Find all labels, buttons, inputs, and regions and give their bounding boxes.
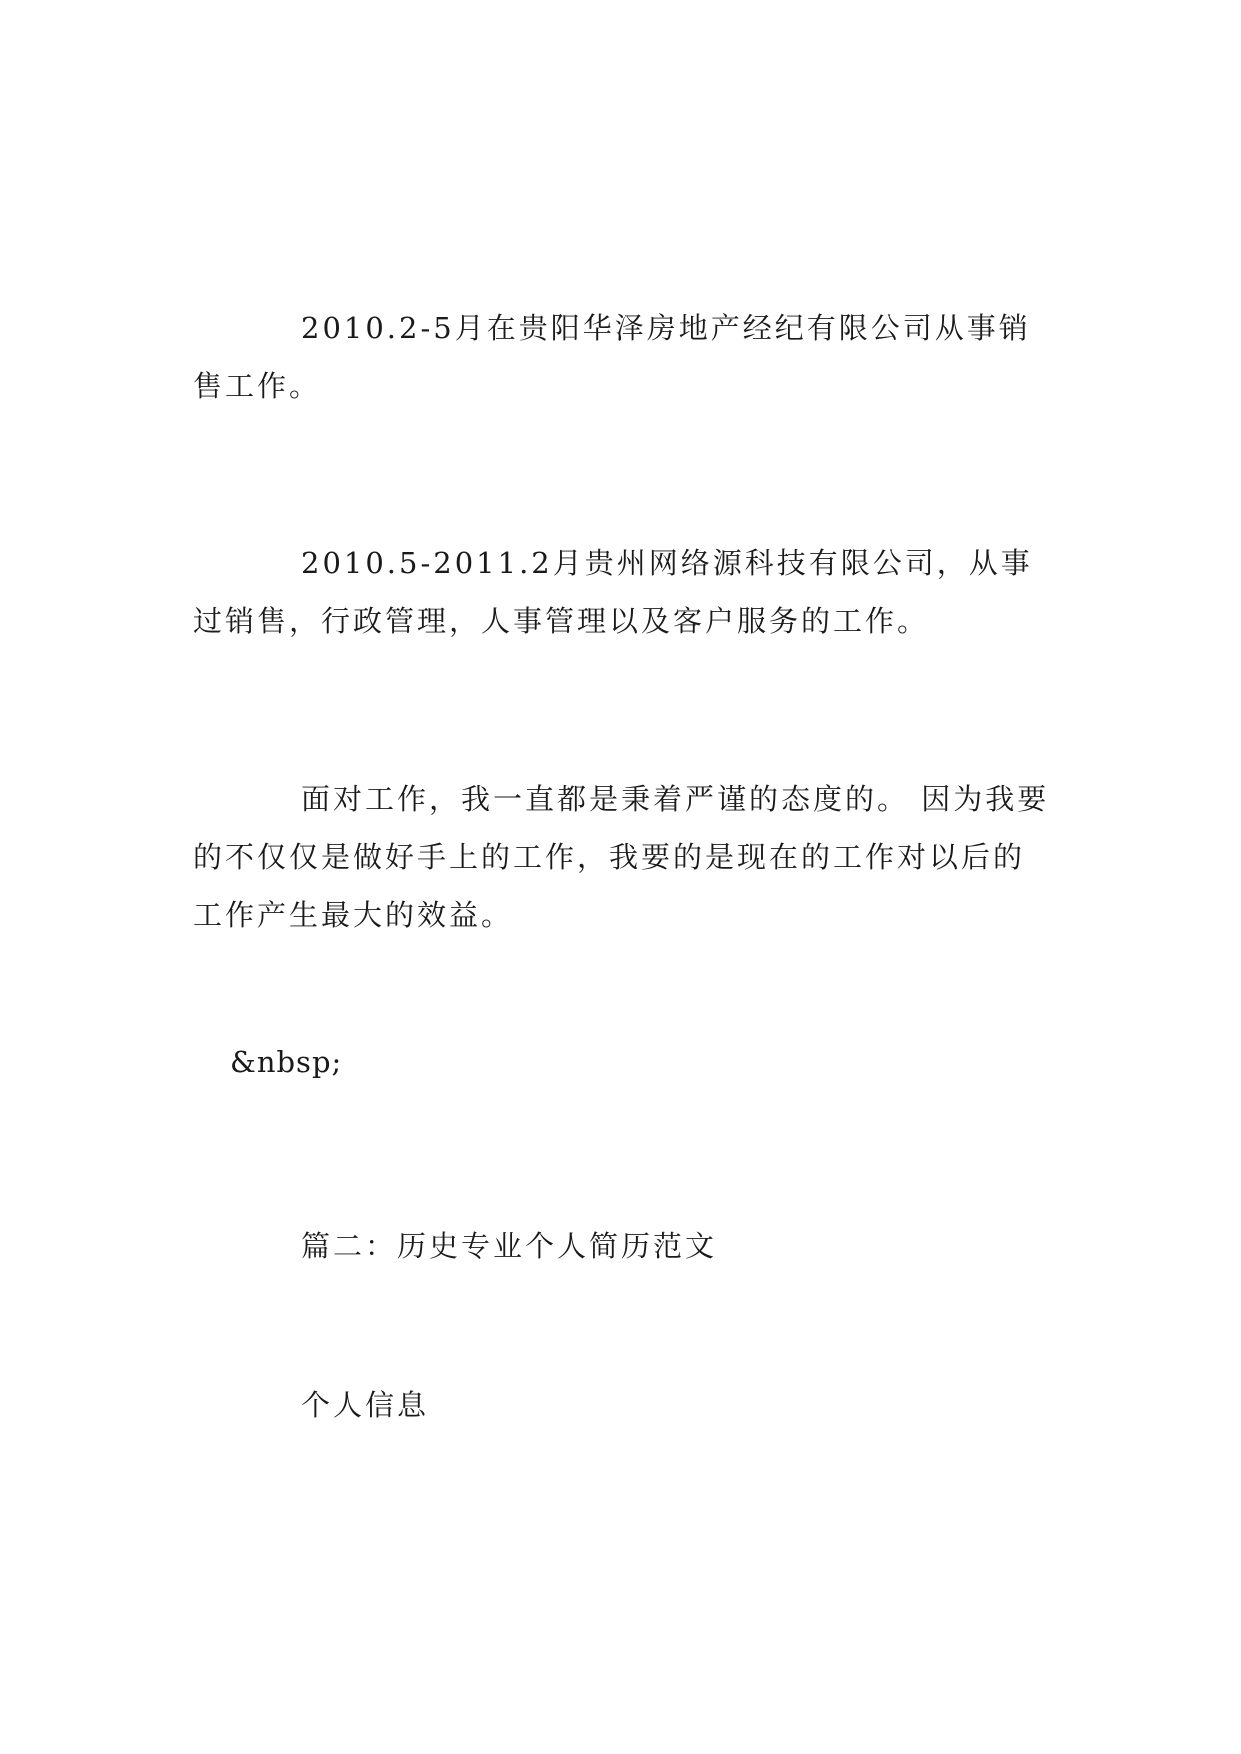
stray-html-entity: &nbsp; — [230, 1045, 343, 1079]
work-experience-paragraph-2: 2010.5-2011.2月贵州网络源科技有限公司，从事过销售，行政管理，人事管理以及客户服务的工作。 — [193, 546, 1033, 638]
work-experience-paragraph-1: 2010.2-5月在贵阳华泽房地产经纪有限公司从事销售工作。 — [193, 311, 1031, 403]
personal-info-heading: 个人信息 — [301, 1388, 430, 1422]
work-attitude-paragraph: 面对工作，我一直都是秉着严谨的态度的。 因为我要的不仅仅是做好手上的工作，我要的是现在的工作对以后的工作产生最大的效益。 — [193, 782, 1050, 932]
section-heading: 篇二：历史专业个人简历范文 — [301, 1229, 718, 1263]
